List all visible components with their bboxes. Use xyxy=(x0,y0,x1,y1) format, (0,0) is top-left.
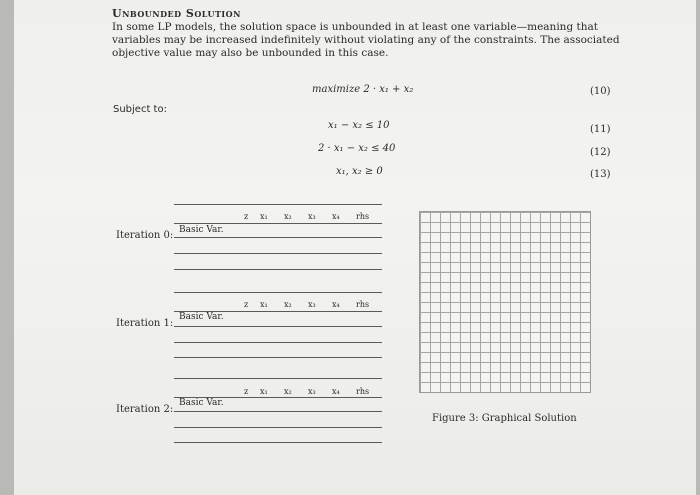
column-header: x₃ xyxy=(308,212,316,221)
column-header: x₄ xyxy=(332,212,340,221)
column-header: rhs xyxy=(356,212,370,221)
table-rule xyxy=(174,326,382,327)
column-header: z xyxy=(244,387,249,396)
iteration-label: Iteration 1: xyxy=(116,318,174,329)
table-rule xyxy=(174,237,382,238)
column-header: x₁ xyxy=(260,387,268,396)
table-rule xyxy=(174,378,382,379)
table-rule xyxy=(174,204,382,205)
column-header: x₂ xyxy=(284,387,292,396)
graph-paper-grid xyxy=(419,211,591,393)
constraint-3: x₁, x₂ ≥ 0 xyxy=(336,166,383,177)
basic-var-header: Basic Var. xyxy=(179,312,224,322)
section-heading: Unbounded Solution xyxy=(112,7,241,20)
intro-paragraph: In some LP models, the solution space is unbounded in at least one variable—meaning that variables may be increased indefinitely without violating any of the constraints. The associated objective value may also be unbounded in this case. xyxy=(112,21,620,59)
table-rule xyxy=(174,269,382,270)
equation-number: (13) xyxy=(590,169,611,180)
table-rule xyxy=(174,357,382,358)
column-header: x₄ xyxy=(332,387,340,396)
column-header: x₃ xyxy=(308,300,316,309)
table-rule xyxy=(174,292,382,293)
column-header: x₄ xyxy=(332,300,340,309)
column-header: x₂ xyxy=(284,300,292,309)
table-rule xyxy=(174,442,382,443)
objective-function: maximize 2 · x₁ + x₂ xyxy=(312,84,414,95)
table-rule xyxy=(174,223,382,224)
column-header: x₃ xyxy=(308,387,316,396)
equation-number: (11) xyxy=(590,124,611,135)
constraint-2: 2 · x₁ − x₂ ≤ 40 xyxy=(318,143,396,154)
table-rule xyxy=(174,411,382,412)
basic-var-header: Basic Var. xyxy=(179,398,224,408)
iteration-label: Iteration 2: xyxy=(116,404,174,415)
column-header: z xyxy=(244,300,249,309)
column-header: x₁ xyxy=(260,212,268,221)
subject-to-label: Subject to: xyxy=(113,104,167,115)
equation-number: (10) xyxy=(590,86,611,97)
column-header: rhs xyxy=(356,300,370,309)
column-header: x₁ xyxy=(260,300,268,309)
basic-var-header: Basic Var. xyxy=(179,225,224,235)
column-header: z xyxy=(244,212,249,221)
equation-number: (12) xyxy=(590,147,611,158)
table-rule xyxy=(174,253,382,254)
iteration-label: Iteration 0: xyxy=(116,230,174,241)
constraint-1: x₁ − x₂ ≤ 10 xyxy=(328,120,390,131)
figure-caption: Figure 3: Graphical Solution xyxy=(432,413,577,424)
column-header: rhs xyxy=(356,387,370,396)
worksheet-page xyxy=(14,0,696,495)
table-rule xyxy=(174,342,382,343)
column-header: x₂ xyxy=(284,212,292,221)
table-rule xyxy=(174,427,382,428)
